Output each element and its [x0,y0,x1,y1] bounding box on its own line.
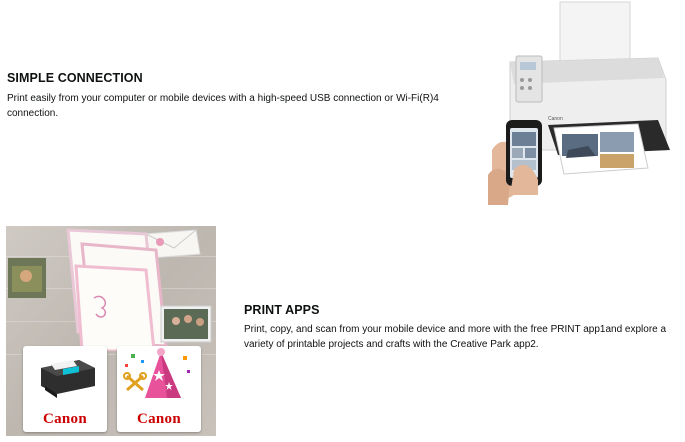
canon-logo-tile-1: Canon [42,411,88,427]
print-apps-collage-image [6,226,216,436]
print-apps-description: Print, copy, and scan from your mobile device and more with the free PRINT app1and explore a variety of printable projects and crafts with the Creative Park app2. [244,324,667,350]
canon-creative-park-tile [117,346,201,432]
canon-logo-tile-2: Canon [136,411,182,427]
printer-brand-label: Canon [548,116,563,122]
party-hat-icon [117,346,201,406]
print-apps-heading: PRINT APPS [244,303,320,317]
stationery-illustration [6,226,216,351]
simple-connection-heading: SIMPLE CONNECTION [7,71,143,85]
canon-print-app-tile [23,346,107,432]
printer-icon [23,346,107,406]
simple-connection-description: Print easily from your computer or mobile devices with a high-speed USB connection or Wi-Fi(R)4 connection. [7,93,439,119]
printer-with-phone-image [488,0,678,205]
